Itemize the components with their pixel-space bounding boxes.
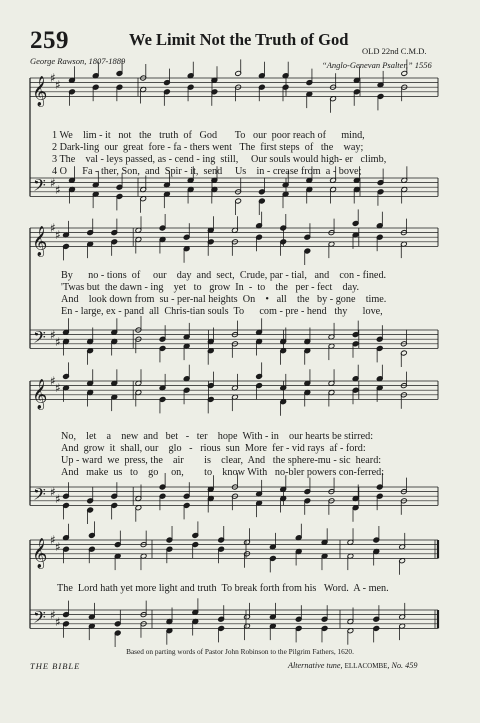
treble-clef: 𝄞 xyxy=(32,226,48,257)
key-sharp: ♯ xyxy=(55,540,61,554)
key-sharp: ♯ xyxy=(50,374,56,388)
hymn-title: We Limit Not the Truth of God xyxy=(129,30,349,49)
lyric-line: 1 We lim - it not the truth of God To our poor reach of mind, xyxy=(52,130,365,141)
hymn-number: 259 xyxy=(30,27,69,54)
lyric-line: 2 Dark-ling our great fore - fa - thers went The first steps of the way; xyxy=(52,142,364,153)
alt-tune-number: , No. 459 xyxy=(387,661,418,670)
key-sharp: ♯ xyxy=(50,176,56,190)
treble-clef: 𝄞 xyxy=(32,379,48,410)
bass-clef: 𝄢 xyxy=(33,174,46,199)
lyric-line: Up - ward we press, the air is clear, And the sphere-mu - sic heard: xyxy=(61,455,382,466)
lyric-line: And grow it shall, our glo - rious sun More fer - vid rays af - ford: xyxy=(61,443,366,454)
key-sharp: ♯ xyxy=(55,381,61,395)
lyric-line: 4 O Fa - ther, Son, and Spir - it, send Us in - crease from a - bove; xyxy=(52,166,362,177)
key-sharp: ♯ xyxy=(50,533,56,547)
lyric-line: No, let a new and bet - ter hope With - in our hearts be stirred: xyxy=(61,431,374,442)
alternative-tune xyxy=(288,661,417,670)
lyric-line: 3 The val - leys passed, as - cend - ing still, Our souls would high- er climb, xyxy=(52,154,387,165)
lyric-line: The Lord hath yet more light and truth To break forth from his Word. A - men. xyxy=(57,583,389,594)
lyric-line: En - large, ex - pand all Chris-tian souls To com - pre - hend thy love, xyxy=(61,306,383,317)
key-sharp: ♯ xyxy=(55,335,61,349)
lyric-line: 'Twas but the dawn - ing yet to grow In - to the per - fect day. xyxy=(61,282,360,293)
key-sharp: ♯ xyxy=(50,221,56,235)
key-sharp: ♯ xyxy=(55,183,61,197)
key-sharp: ♯ xyxy=(55,492,61,506)
tune-source: “Anglo-Genevan Psalter,” 1556 xyxy=(322,60,432,70)
lyric-line: And make us to go on, to know With no-bler powers con-ferred: xyxy=(61,467,385,478)
key-sharp: ♯ xyxy=(50,485,56,499)
alt-tune-name: ELLACOMBE xyxy=(344,662,388,670)
key-sharp: ♯ xyxy=(55,78,61,92)
bass-clef: 𝄢 xyxy=(33,326,46,351)
section-label: THE BIBLE xyxy=(30,661,81,671)
hymn-author: George Rawson, 1807-1889 xyxy=(30,56,126,66)
key-sharp: ♯ xyxy=(50,608,56,622)
key-sharp: ♯ xyxy=(55,615,61,629)
tune-name: OLD 22nd C.M.D. xyxy=(362,46,427,56)
treble-clef: 𝄞 xyxy=(32,538,48,569)
footnote: Based on parting words of Pastor John Robinson to the Pilgrim Fathers, 1620. xyxy=(126,647,354,656)
treble-clef: 𝄞 xyxy=(32,76,48,107)
key-sharp: ♯ xyxy=(50,328,56,342)
lyric-line: By no - tions of our day and sect, Crude, par - tial, and con - fined. xyxy=(61,270,387,281)
alt-tune-text: Alternative tune, xyxy=(288,661,345,670)
lyric-line: And look down from su - per-nal heights On • all the by - gone time. xyxy=(61,294,387,305)
bass-clef: 𝄢 xyxy=(33,483,46,508)
bass-clef: 𝄢 xyxy=(33,606,46,631)
key-sharp: ♯ xyxy=(55,228,61,242)
key-sharp: ♯ xyxy=(50,71,56,85)
